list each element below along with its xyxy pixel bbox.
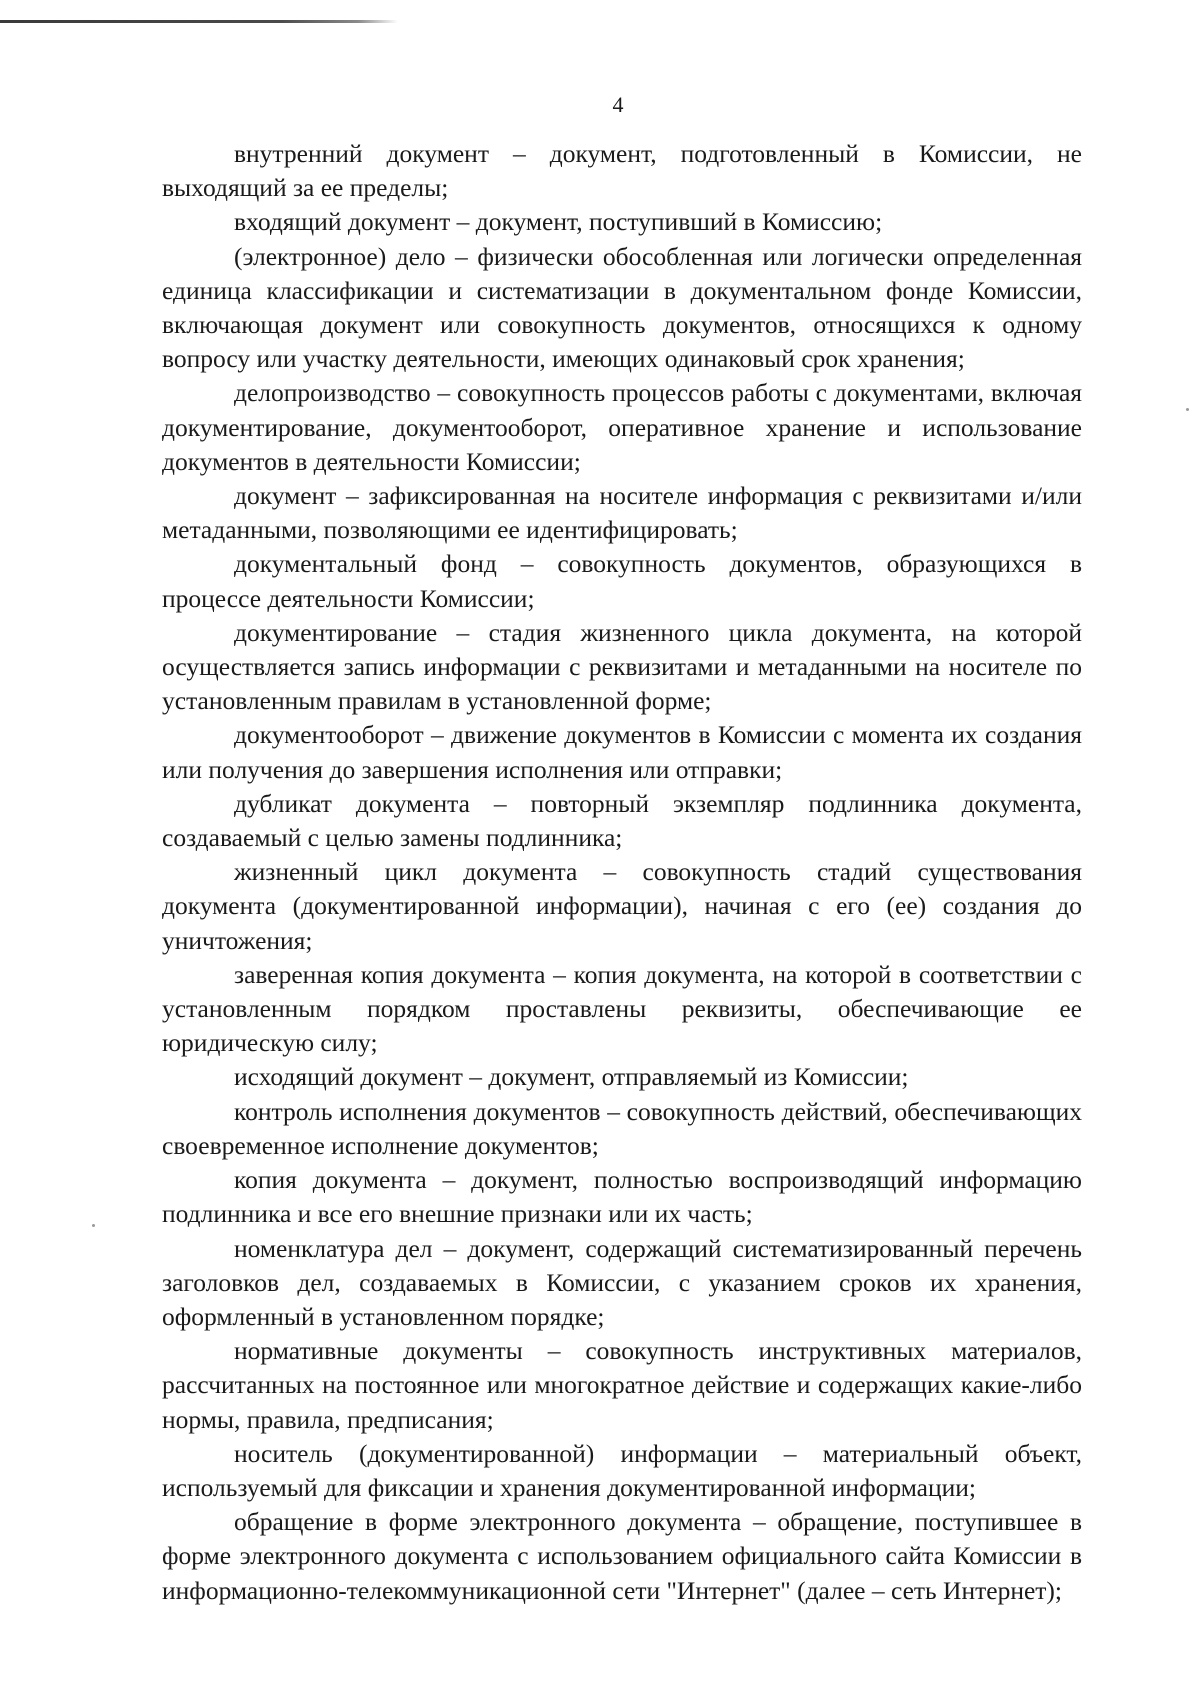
definition-paragraph: номенклатура дел – документ, содержащий систематизированный перечень заголовков дел, создаваемых в Комиссии, с указанием сроков их хранения, оформленный в установленном порядке; (162, 1233, 1082, 1331)
page-number: 4 (612, 92, 624, 117)
definition-paragraph: (электронное) дело – физически обособленная или логически определенная единица классификации и систематизации в документальном фонде Комиссии, включающая документ или совокупность документов, относящихся к одному вопросу или участку деятельности, имеющих одинаковый срок хранения; (162, 241, 1082, 374)
definition-paragraph: исходящий документ – документ, отправляемый из Комиссии; (234, 1062, 909, 1092)
scan-speck (1186, 408, 1189, 411)
definition-paragraph: заверенная копия документа – копия документа, на которой в соответствии с установленным порядком проставлены реквизиты, обеспечивающие ее юридическую силу; (162, 959, 1082, 1058)
definition-paragraph: внутренний документ – документ, подготовленный в Комиссии, не выходящий за ее пределы; (162, 139, 1082, 203)
definition-paragraph: копия документа – документ, полностью воспроизводящий информацию подлинника и все его внешние признаки или их часть; (162, 1165, 1082, 1229)
definition-paragraph: делопроизводство – совокупность процессов работы с документами, включая документирование, документооборот, оперативное хранение и использование документов в деятельности Комиссии; (162, 378, 1082, 476)
scan-edge-mark (0, 20, 398, 23)
definition-paragraph: обращение в форме электронного документа – обращение, поступившее в форме электронного документа с использованием официального сайта Комиссии в информационно-телекоммуникационной сети "Интернет" (далее – сеть Интернет); (162, 1507, 1082, 1605)
definition-paragraph: нормативные документы – совокупность инструктивных материалов, рассчитанных на постоянное или многократное действие и содержащих какие-либо нормы, правила, предписания; (162, 1336, 1082, 1434)
definition-paragraph: контроль исполнения документов – совокупность действий, обеспечивающих своевременное исполнение документов; (162, 1096, 1082, 1160)
definition-paragraph: носитель (документированной) информации – материальный объект, используемый для фиксации и хранения документированной информации; (162, 1438, 1082, 1502)
definition-paragraph: жизненный цикл документа – совокупность стадий существования документа (документированной информации), начиная с его (ее) создания до уничтожения; (162, 857, 1082, 955)
definition-paragraph: документооборот – движение документов в Комиссии с момента их создания или получения до завершения исполнения или отправки; (162, 720, 1082, 784)
definition-paragraph: входящий документ – документ, поступивший в Комиссию; (234, 207, 883, 237)
definition-paragraph: документирование – стадия жизненного цикла документа, на которой осуществляется запись информации с реквизитами и метаданными на носителе по установленным правилам в установленной форме; (162, 617, 1082, 716)
definition-paragraph: документальный фонд – совокупность документов, образующихся в процессе деятельности Комиссии; (162, 549, 1082, 613)
definition-paragraph: дубликат документа – повторный экземпляр подлинника документа, создаваемый с целью замены подлинника; (162, 788, 1082, 853)
definition-paragraph: документ – зафиксированная на носителе информация с реквизитами и/или метаданными, позволяющими ее идентифицировать; (162, 481, 1082, 545)
definitions-list (162, 137, 1082, 1608)
scan-speck (92, 1224, 95, 1227)
